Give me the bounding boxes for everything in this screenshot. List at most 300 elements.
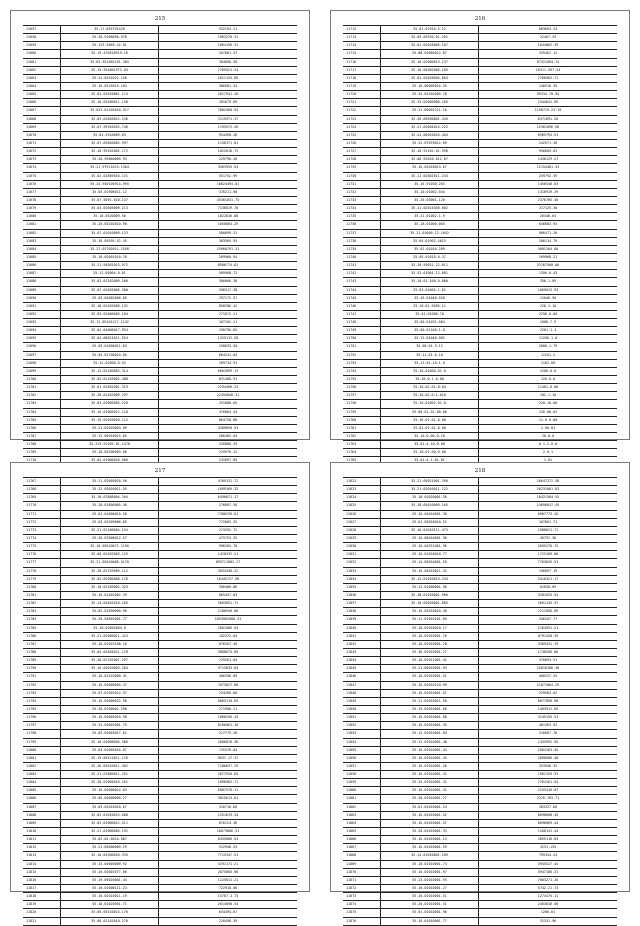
row-amount: 9631.17.37 xyxy=(217,755,239,760)
table-row xyxy=(23,551,297,559)
row-amount: 1644662.39 xyxy=(537,43,559,48)
row-amount: 1606.7.9 xyxy=(539,320,557,325)
row-code: 35.26.95060009.93 xyxy=(61,156,159,163)
row-id: 11787 xyxy=(23,641,61,648)
row-id: 11836 xyxy=(343,592,381,599)
row-amount: 476064.44 xyxy=(218,409,238,414)
row-id: 11876 xyxy=(343,918,381,925)
row-id: 11672 xyxy=(23,148,61,155)
row-id: 11826 xyxy=(343,511,381,518)
row-code: 35.10.01010001.52 xyxy=(381,812,479,819)
table-row xyxy=(23,156,297,164)
table-row xyxy=(23,83,297,91)
row-amount: 126.00.02 xyxy=(538,409,558,414)
table-row xyxy=(343,433,617,441)
table-row xyxy=(23,828,297,836)
table-row xyxy=(23,771,297,779)
row-code: 35.21.07800011.251 xyxy=(61,771,159,778)
row-code: 35.21.05010006.5170 xyxy=(61,559,159,566)
table-row xyxy=(343,885,617,893)
table-row xyxy=(343,828,617,836)
row-amount: 1125811.21 xyxy=(217,877,239,882)
row-code: 35.03.01603012.236 xyxy=(61,116,159,123)
table-row xyxy=(343,527,617,535)
row-code: 35.00.01100.1.0 xyxy=(381,327,479,334)
row-id: 11821 xyxy=(23,918,61,925)
row-code: 35.26.01702007.297 xyxy=(61,657,159,664)
row-code: 35.10.05595.52.45 xyxy=(61,238,159,245)
row-id: 11715 xyxy=(343,50,381,57)
row-id: 11793 xyxy=(23,690,61,697)
row-amount: 2564163.45 xyxy=(537,747,559,752)
table-row xyxy=(343,67,617,75)
row-amount: 376211.98 xyxy=(218,189,238,194)
row-code: 35.12.05101217.1142 xyxy=(61,319,159,326)
row-id: 11806 xyxy=(23,795,61,802)
row-amount: 146516.59 xyxy=(538,83,558,88)
row-code: 35.20.02001077.66 xyxy=(61,869,159,876)
row-amount: 2164951.21 xyxy=(537,625,559,630)
row-amount: 366666.38 xyxy=(218,279,238,284)
row-id: 11819 xyxy=(23,901,61,908)
row-code: 35.07.01603005.300 xyxy=(61,287,159,294)
table-row xyxy=(23,311,297,319)
row-code: 35.10.01010001.08 xyxy=(381,714,479,721)
table-row xyxy=(343,425,617,433)
table-row xyxy=(343,812,617,820)
row-id: 11816 xyxy=(23,877,61,884)
row-id: 11810 xyxy=(23,828,61,835)
table-row xyxy=(23,34,297,42)
row-amount: 3888675.89 xyxy=(217,649,239,654)
row-id: 11837 xyxy=(343,600,381,607)
row-code: 35.02.02900008.176 xyxy=(61,576,159,583)
row-amount: 239563.02 xyxy=(538,690,558,695)
row-id: 11868 xyxy=(343,852,381,859)
table-row xyxy=(23,779,297,787)
row-amount: 16647372.58 xyxy=(536,479,560,483)
row-amount: 1650664.29 xyxy=(217,222,239,227)
row-id: 11727 xyxy=(343,148,381,155)
row-id: 11703 xyxy=(23,400,61,407)
row-code: 35.25.01010001.32 xyxy=(381,779,479,786)
row-id: 11731 xyxy=(343,181,381,188)
row-code: 35.10.02005010.98 xyxy=(61,714,159,721)
row-amount: 532194.21 xyxy=(218,27,238,31)
table-row xyxy=(23,519,297,527)
table-row xyxy=(23,714,297,722)
table-row xyxy=(23,238,297,246)
row-id: 11717 xyxy=(343,67,381,74)
row-amount: 722918.00 xyxy=(218,886,238,891)
row-amount: 1325112.28 xyxy=(217,336,239,341)
row-amount: 3309431.79 xyxy=(537,641,559,646)
row-code: 35.12.03020011.55 xyxy=(61,486,159,493)
row-amount: 45361031.73 xyxy=(216,197,240,202)
table-row xyxy=(23,844,297,852)
row-code: 35.10.01010001.44 xyxy=(381,747,479,754)
row-code: 35.03.01605009.213 xyxy=(61,205,159,212)
row-id: 11786 xyxy=(23,633,61,640)
row-amount: 107861.71 xyxy=(538,519,558,524)
row-amount: 1435992.95 xyxy=(537,739,559,744)
row-code: 35.10.01.00.0.00 xyxy=(381,449,479,456)
row-code: 35.01.01.01.0.00 xyxy=(381,425,479,432)
table-row xyxy=(23,205,297,213)
row-id: 11763 xyxy=(343,441,381,448)
row-amount: 6455866.54 xyxy=(217,837,239,842)
table-row xyxy=(23,869,297,877)
row-amount: 865457.83 xyxy=(218,592,238,597)
row-code: 35.10.0325019.103 xyxy=(61,83,159,90)
row-code: 35.07.95910592.746 xyxy=(61,124,159,131)
row-amount: 3945527.44 xyxy=(537,861,559,866)
row-id: 11668 xyxy=(23,116,61,123)
row-id: 11776 xyxy=(23,551,61,558)
row-amount: 2855116.03 xyxy=(537,837,559,842)
row-code: 35.07.5091.010.137 xyxy=(61,197,159,204)
row-amount: 551752.99 xyxy=(218,173,238,178)
row-amount: 11046.90 xyxy=(539,295,557,300)
row-code: 35.24.06016016.404 xyxy=(381,132,479,139)
row-code: 35.17.855791428 xyxy=(61,26,159,33)
row-amount: 1200.0.0 xyxy=(539,368,557,373)
row-id: 11674 xyxy=(23,164,61,171)
row-amount: 461363.92 xyxy=(538,723,558,728)
table-row xyxy=(23,747,297,755)
row-id: 11676 xyxy=(23,181,61,188)
row-amount: 7386539.61 xyxy=(217,511,239,516)
row-code: 35.10.01010001.97 xyxy=(381,869,479,876)
row-id: 11687 xyxy=(23,270,61,277)
row-amount: 1190715.23.19 xyxy=(534,108,562,113)
row-amount: 2075605.96 xyxy=(217,869,239,874)
row-amount: 2661145.57 xyxy=(537,601,559,606)
row-amount: 5742.21.74 xyxy=(537,886,559,891)
row-amount: 102.1.10 xyxy=(539,393,557,398)
table-row xyxy=(23,124,297,132)
row-amount: 12401.0.00 xyxy=(537,385,559,390)
row-id: 11689 xyxy=(23,287,61,294)
row-code: 35.00.01031.004 xyxy=(381,319,479,326)
table-row xyxy=(23,690,297,698)
table-row xyxy=(23,173,297,181)
row-amount: 316716.66 xyxy=(218,804,238,809)
table-row xyxy=(343,861,617,869)
row-amount: 229790.20 xyxy=(218,157,238,162)
row-amount: 356517.38 xyxy=(218,287,238,292)
row-amount: 460157.25 xyxy=(538,674,558,679)
table-row xyxy=(343,148,617,156)
table-row xyxy=(343,75,617,83)
row-amount: 9713633.64 xyxy=(217,666,239,671)
table-row xyxy=(343,771,617,779)
row-code: 35.20.01010001.31 xyxy=(381,901,479,908)
row-id: 11678 xyxy=(23,197,61,204)
row-amount: 266482.03 xyxy=(218,434,238,439)
row-code: 35.10.02.01.0.04 xyxy=(381,384,479,391)
table-row xyxy=(343,368,617,376)
row-code: 35.10.02004004.8 xyxy=(61,625,159,632)
row-amount: 18421584.55 xyxy=(536,495,560,500)
table-row xyxy=(23,543,297,551)
row-id: 11733 xyxy=(343,197,381,204)
row-id: 11859 xyxy=(343,779,381,786)
row-code: 35.10.01010001.27 xyxy=(381,885,479,892)
row-code: 35.01.01606015.58 xyxy=(61,511,159,518)
row-code: 35.21.02005020.56 xyxy=(61,478,159,485)
row-amount: 7186637.29 xyxy=(217,763,239,768)
row-code: 35.10.01010001.35 xyxy=(381,722,479,729)
row-id: 11811 xyxy=(23,836,61,843)
table-row xyxy=(23,633,297,641)
row-code: 35.10.01010001.07 xyxy=(381,690,479,697)
row-amount: 2153416.07 xyxy=(537,788,559,793)
table-row xyxy=(343,164,617,172)
table-row xyxy=(23,433,297,441)
row-id: 11741 xyxy=(343,262,381,269)
table-row xyxy=(23,877,297,885)
row-id: 11825 xyxy=(343,502,381,509)
row-code: 35.18.95102002.172 xyxy=(61,148,159,155)
row-code: 35.01.0.10.0.00 xyxy=(381,441,479,448)
table-row xyxy=(343,844,617,852)
table-row xyxy=(23,278,297,286)
table-row xyxy=(343,649,617,657)
table-row xyxy=(23,494,297,502)
row-amount: 3145155.51 xyxy=(537,715,559,720)
row-amount: 1266.01 xyxy=(540,910,556,915)
row-amount: 33767560.00 xyxy=(536,263,560,268)
table-row xyxy=(23,116,297,124)
row-amount: 1456540.63 xyxy=(537,181,559,186)
row-amount: 986471.20 xyxy=(538,230,558,235)
table-row xyxy=(343,221,617,229)
row-amount: 383569.95 xyxy=(218,238,238,243)
row-code: 35.21.97911623.1384 xyxy=(61,164,159,171)
row-id: 11683 xyxy=(23,238,61,245)
row-id: 11798 xyxy=(23,730,61,737)
row-amount: 8906774.81 xyxy=(217,263,239,268)
row-id: 11812 xyxy=(23,844,61,851)
row-id: 11744 xyxy=(343,287,381,294)
row-amount: 1963270.31 xyxy=(217,35,239,40)
table-row xyxy=(343,409,617,417)
row-id: 11830 xyxy=(343,543,381,550)
row-code: 35.10.06010001.36 xyxy=(381,535,479,542)
row-amount: 36797.36 xyxy=(539,535,557,540)
table-row xyxy=(23,861,297,869)
row-amount: 376093.51 xyxy=(538,658,558,663)
row-amount: 2035276.75 xyxy=(537,544,559,549)
row-amount: 228498.39 xyxy=(218,918,238,923)
row-id: 11756 xyxy=(343,384,381,391)
row-amount: 20.0.0 xyxy=(541,434,555,439)
row-amount: 99334.70.94 xyxy=(536,92,560,97)
table-row xyxy=(23,99,297,107)
row-id: 11749 xyxy=(343,327,381,334)
row-amount: 396460.86 xyxy=(218,584,238,589)
row-id: 11856 xyxy=(343,755,381,762)
table-row xyxy=(343,535,617,543)
row-amount: 1822816.68 xyxy=(217,214,239,219)
row-amount: 8065110.65 xyxy=(217,698,239,703)
row-id: 11661 xyxy=(23,59,61,66)
row-id: 11813 xyxy=(23,852,61,859)
row-code: 35.10.02001010.76 xyxy=(61,254,159,261)
row-id: 11832 xyxy=(343,559,381,566)
ledger-table xyxy=(23,477,297,926)
page-number: 216 xyxy=(474,16,486,22)
table-row xyxy=(23,449,297,457)
row-id: 11688 xyxy=(23,278,61,285)
row-id: 11824 xyxy=(343,494,381,501)
row-id: 11748 xyxy=(343,319,381,326)
row-code: 35.11.07010101.09 xyxy=(381,616,479,623)
row-amount: 120.0.0 xyxy=(540,377,556,382)
row-id: 11730 xyxy=(343,173,381,180)
row-code: 35.20.09030001.345 xyxy=(381,116,479,123)
table-row xyxy=(343,543,617,551)
row-code: 35.63.01004016.87 xyxy=(61,747,159,754)
table-row xyxy=(343,140,617,148)
table-row xyxy=(343,901,617,909)
row-code: 35.12.01010001.84 xyxy=(381,730,479,737)
row-code: 35.27.01702011.1558 xyxy=(61,246,159,253)
row-code: 35.16.01.01.0.00 xyxy=(381,417,479,424)
row-amount: 1168141.44 xyxy=(537,829,559,834)
row-id: 11867 xyxy=(343,844,381,851)
row-id: 11853 xyxy=(343,730,381,737)
row-code: 35.05.01010.0.37 xyxy=(381,254,479,261)
row-amount: 102372.64 xyxy=(218,633,238,638)
row-amount: 14696647.45 xyxy=(536,503,560,508)
table-row xyxy=(343,83,617,91)
row-code: 35.18.0520009.56 xyxy=(61,213,159,220)
row-amount: 895711002.27 xyxy=(215,560,241,565)
table-row xyxy=(23,649,297,657)
row-amount: 1988621.71 xyxy=(537,527,559,532)
table-row xyxy=(23,392,297,400)
row-id: 11705 xyxy=(23,417,61,424)
row-amount: 346107.77 xyxy=(538,617,558,622)
table-row xyxy=(343,682,617,690)
row-amount: 646683.93 xyxy=(538,222,558,227)
row-code: 35.62.04.6010.067 xyxy=(61,836,159,843)
row-id: 11732 xyxy=(343,189,381,196)
row-code: 35.34.03001001.79 xyxy=(61,722,159,729)
row-code: 35.20.03001.120 xyxy=(381,197,479,204)
table-row xyxy=(23,67,297,75)
row-code: 35.02.01690000.96 xyxy=(61,608,159,615)
row-amount: 1099169.32 xyxy=(217,487,239,492)
table-row xyxy=(343,852,617,860)
row-amount: 290796.65 xyxy=(218,328,238,333)
row-amount: 864758.88 xyxy=(218,417,238,422)
table-row xyxy=(23,107,297,115)
row-code: 35.10.01010001.31 xyxy=(381,771,479,778)
row-id: 11834 xyxy=(343,576,381,583)
row-amount: 3231.155 xyxy=(539,845,557,850)
row-code: 35.16.03260011.138 xyxy=(61,99,159,106)
table-row xyxy=(343,795,617,803)
table-row xyxy=(23,384,297,392)
table-row xyxy=(343,287,617,295)
row-id: 11848 xyxy=(343,690,381,697)
row-id: 11797 xyxy=(23,722,61,729)
table-row xyxy=(23,335,297,343)
row-id: 11874 xyxy=(343,901,381,908)
row-id: 11693 xyxy=(23,319,61,326)
table-row xyxy=(343,690,617,698)
row-code: 35.02.01000012.511 xyxy=(61,820,159,827)
row-code: 35.12.01010019.234 xyxy=(381,576,479,583)
row-amount: 831468.91 xyxy=(218,377,238,382)
row-code: 35.12.02008.0.52 xyxy=(61,360,159,367)
row-code: 35.19.01010001.60 xyxy=(381,706,479,713)
row-id: 11670 xyxy=(23,132,61,139)
table-row xyxy=(343,132,617,140)
row-code: 35.10.01020001.56 xyxy=(381,494,479,501)
table-row xyxy=(343,303,617,311)
table-row xyxy=(343,156,617,164)
table-row xyxy=(23,568,297,576)
row-id: 11700 xyxy=(23,376,61,383)
page-218 xyxy=(330,462,630,923)
row-code: 35.06.01.9.12 xyxy=(381,343,479,350)
row-amount: 6371891.20 xyxy=(537,116,559,121)
row-code: 35.02.01016.209 xyxy=(381,246,479,253)
row-code: 35.16.01010110.99 xyxy=(381,682,479,689)
table-row xyxy=(23,739,297,747)
table-row xyxy=(23,140,297,148)
row-id: 11822 xyxy=(343,478,381,485)
row-id: 11760 xyxy=(343,417,381,424)
table-row xyxy=(23,852,297,860)
table-row xyxy=(23,246,297,254)
table-row xyxy=(343,400,617,408)
table-row xyxy=(343,877,617,885)
table-row xyxy=(343,600,617,608)
row-amount: 4709131.72 xyxy=(217,479,239,483)
table-row xyxy=(343,836,617,844)
row-code: 35.19.05020001.44 xyxy=(61,877,159,884)
row-code: 35.10.01010001.51 xyxy=(381,673,479,680)
row-code: 35.10.01010001.59 xyxy=(381,844,479,851)
row-code: 35.04.3310609.63 xyxy=(61,132,159,139)
table-row xyxy=(343,755,617,763)
row-amount: 12154461.43 xyxy=(536,165,560,170)
row-code: 35.10.02000022.96 xyxy=(61,698,159,705)
table-row xyxy=(343,25,617,34)
row-amount: 297172.97 xyxy=(218,295,238,300)
row-code: 35.21.01000004.192 xyxy=(61,828,159,835)
row-code: 35.10.02000019.137 xyxy=(381,59,479,66)
table-row xyxy=(23,230,297,238)
table-row xyxy=(343,592,617,600)
row-code: 35.26.0700002.290 xyxy=(61,706,159,713)
table-row xyxy=(23,59,297,67)
row-id: 11723 xyxy=(343,116,381,123)
row-code: 35.10.04010003.204 xyxy=(61,665,159,672)
row-code: 35.02.01103002.488 xyxy=(61,376,159,383)
row-amount: 281679.69 xyxy=(218,100,238,105)
row-code: 35.09.05920.01.201 xyxy=(381,34,479,41)
row-code: 35.10.04010011.32 xyxy=(381,568,479,575)
row-id: 11677 xyxy=(23,189,61,196)
row-amount: 32251.96 xyxy=(539,918,557,923)
row-code: 35.20.94602001.77 xyxy=(61,616,159,623)
